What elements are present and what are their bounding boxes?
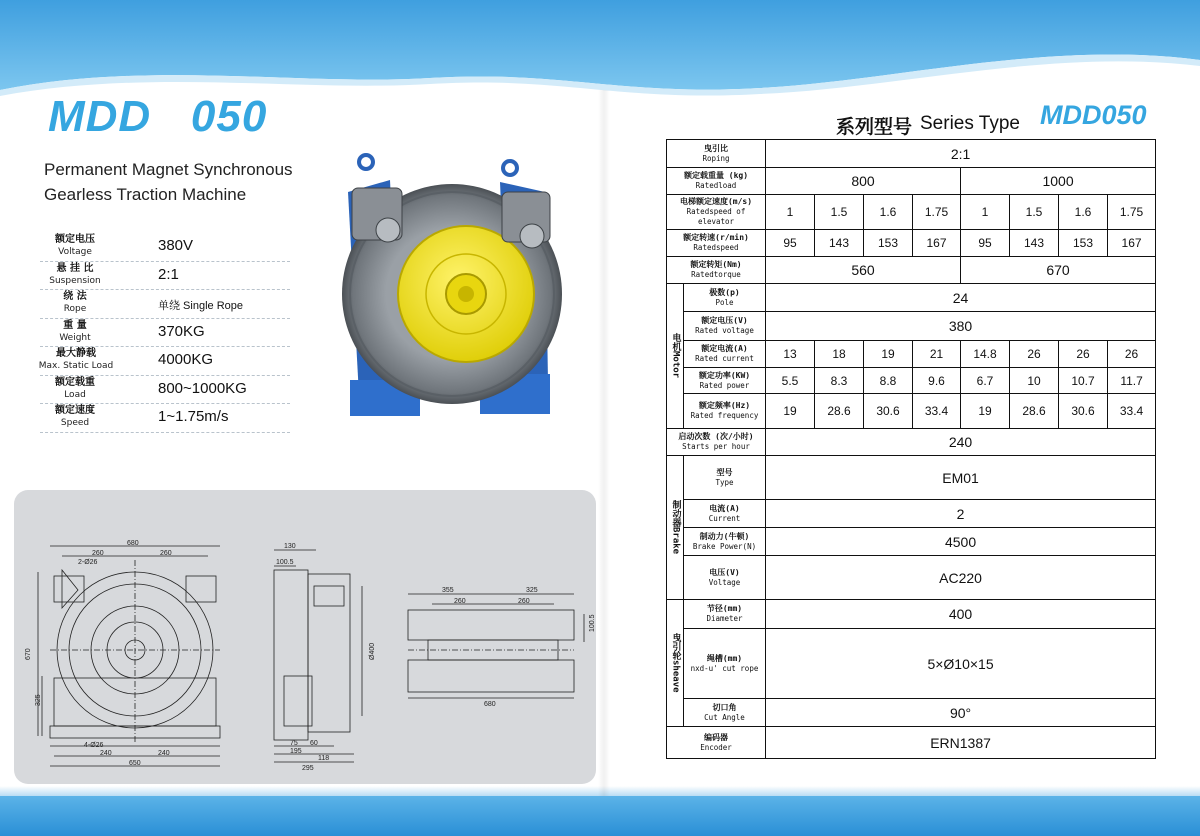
label-cell (684, 284, 766, 312)
spec-value: 2:1 (158, 265, 179, 283)
spec-label-en: Max. Static Load (38, 361, 114, 371)
row-brake-type (667, 456, 1156, 500)
dimension-drawing-panel (14, 490, 596, 784)
series-model: MDD050 (1040, 100, 1147, 130)
label-en: Roping (702, 153, 730, 163)
row-rated-speed (667, 195, 1156, 230)
spec-label-zh: 绕 法 (63, 291, 87, 302)
row-roping (667, 140, 1156, 168)
value-cell: 30.6 (1059, 394, 1108, 429)
group-sheave (667, 600, 684, 727)
value-cell: 18 (815, 341, 864, 368)
spec-label-en: Load (64, 389, 86, 400)
dim-front-holes-bottom: 4-Ø26 (84, 742, 104, 749)
value-cell: 21 (913, 341, 961, 368)
label-en: nxd-u' cut rope (690, 663, 759, 673)
value-cell: 11.7 (1108, 368, 1156, 394)
label-cell (684, 394, 766, 429)
label-en: Pole (715, 297, 734, 307)
label-cell (684, 368, 766, 394)
value-cell: 95 (961, 230, 1010, 257)
value-cell: 28.6 (815, 394, 864, 429)
row-rated-power (667, 368, 1156, 394)
label-en: Diameter (706, 614, 743, 623)
value-cell: 153 (1059, 230, 1108, 257)
spec-row-rope (40, 290, 290, 319)
value-cell: 167 (913, 230, 961, 257)
label-cell (684, 312, 766, 341)
label-zh: 额定转速(r/min) (683, 233, 749, 242)
label-en: Ratedspeed (693, 243, 739, 252)
value-cell: 1.5 (1010, 195, 1059, 230)
row-cut-angle (667, 699, 1156, 727)
label-en: Cut Angle (704, 712, 745, 722)
spec-row-suspension (40, 262, 290, 291)
value-cell: 33.4 (913, 394, 961, 429)
value-cell: 560 (766, 257, 961, 284)
value-cell: 30.6 (864, 394, 913, 429)
dim-side-195: 195 (290, 748, 302, 755)
dim-top-260a: 260 (454, 598, 466, 605)
group-label: 电机Motor (670, 333, 681, 379)
label-zh: 额定频率(Hz) (698, 401, 751, 410)
value-cell: AC220 (766, 556, 1156, 600)
value-cell: ERN1387 (766, 727, 1156, 759)
label-cell (684, 600, 766, 629)
value-cell: 5×Ø10×15 (766, 629, 1156, 699)
value-cell: 19 (961, 394, 1010, 429)
label-cell (667, 429, 766, 456)
page-fold (598, 90, 610, 796)
value-cell: 26 (1010, 341, 1059, 368)
value-cell: 2 (766, 500, 1156, 528)
series-heading-en: Series Type (920, 113, 1020, 134)
dim-top-355: 355 (442, 587, 454, 594)
front-view-drawing (25, 540, 220, 767)
value-cell: 143 (1010, 230, 1059, 257)
row-rated-torque (667, 257, 1156, 284)
value-cell: 167 (1108, 230, 1156, 257)
label-zh: 额定载重量 (kg) (683, 171, 749, 180)
value-cell: 13 (766, 341, 815, 368)
model-title: MDD 050 (48, 92, 268, 141)
value-cell: 8.8 (864, 368, 913, 394)
dim-side-100-5: 100.5 (276, 559, 294, 566)
label-cell (667, 230, 766, 257)
label-zh: 节径(mm) (706, 604, 743, 613)
dim-side-60: 60 (310, 740, 318, 747)
dim-front-325: 325 (35, 694, 42, 706)
row-pole (667, 284, 1156, 312)
value-cell: 14.8 (961, 341, 1010, 368)
group-label: 曳引轮sheave (670, 633, 681, 693)
value-cell: 8.3 (815, 368, 864, 394)
dim-side-130: 130 (284, 543, 296, 550)
label-zh: 切口角 (712, 702, 737, 712)
row-rated-frequency (667, 394, 1156, 429)
value-cell: 240 (766, 429, 1156, 456)
spec-value: 380V (158, 237, 194, 254)
label-cell (667, 257, 766, 284)
label-en: Starts per hour (682, 442, 750, 451)
traction-machine-photo (330, 152, 570, 427)
label-zh: 电压(V) (709, 567, 740, 577)
label-en: Ratedtorque (691, 270, 741, 279)
label-cell (684, 699, 766, 727)
label-cell (684, 456, 766, 500)
label-en: Current (708, 513, 741, 523)
dim-front-260a: 260 (92, 550, 104, 557)
side-view-drawing (274, 543, 376, 772)
spec-list (40, 233, 290, 433)
value-cell: 143 (815, 230, 864, 257)
series-heading-zh: 系列型号 (836, 116, 913, 138)
label-cell (684, 556, 766, 600)
spec-label-en: Suspension (49, 275, 101, 286)
value-cell: 95 (766, 230, 815, 257)
value-cell: 28.6 (1010, 394, 1059, 429)
label-cell (667, 195, 766, 230)
dim-side-400: Ø400 (369, 642, 376, 660)
value-cell: 1 (766, 195, 815, 230)
value-cell: 24 (766, 284, 1156, 312)
label-en: Rated current (695, 354, 754, 363)
value-cell: 153 (864, 230, 913, 257)
spec-label-zh: 额定电压 (55, 234, 95, 245)
label-en: Type (715, 477, 734, 487)
label-zh: 启动次数 (次/小时) (678, 432, 754, 441)
value-cell: 9.6 (913, 368, 961, 394)
dim-front-holes-top: 2-Ø26 (78, 559, 98, 566)
row-rated-voltage (667, 312, 1156, 341)
value-cell: 1000 (961, 168, 1156, 195)
spec-value: 800~1000KG (158, 379, 247, 397)
dim-top-325: 325 (526, 587, 538, 594)
value-cell: 33.4 (1108, 394, 1156, 429)
label-en: Brake Power(N) (692, 541, 757, 551)
label-zh: 曳引比 (704, 143, 728, 153)
group-label: 制动器Brake (670, 500, 681, 555)
row-starts-per-hour (667, 429, 1156, 456)
value-cell: 1 (961, 195, 1010, 230)
value-cell: 380 (766, 312, 1156, 341)
group-brake (667, 456, 684, 600)
spec-label-zh: 额定载重 (55, 376, 95, 388)
row-brake-power (667, 528, 1156, 556)
value-cell: 26 (1059, 341, 1108, 368)
spec-label-zh: 重 量 (63, 319, 87, 331)
dim-front-240b: 240 (158, 750, 170, 757)
value-cell: 10 (1010, 368, 1059, 394)
label-en: Rated voltage (695, 326, 754, 335)
row-diameter (667, 600, 1156, 629)
row-rated-current (667, 341, 1156, 368)
label-cell (684, 500, 766, 528)
label-cell (667, 168, 766, 195)
label-zh: 极数(p) (709, 287, 740, 297)
label-cell (667, 140, 766, 168)
spec-value: 1~1.75m/s (158, 408, 229, 425)
label-en: Ratedspeed of elevator (686, 207, 746, 226)
label-zh: 额定功率(KW) (698, 370, 751, 380)
group-motor (667, 284, 684, 429)
spec-value: 370KG (158, 322, 205, 340)
row-encoder (667, 727, 1156, 759)
value-cell: 1.75 (1108, 195, 1156, 230)
spec-row-speed (40, 404, 290, 433)
label-en: Encoder (700, 742, 732, 752)
value-cell: 800 (766, 168, 961, 195)
dim-side-75: 75 (290, 740, 298, 747)
subtitle-line-2: Gearless Traction Machine (44, 185, 247, 204)
dim-front-670: 670 (25, 648, 32, 660)
spec-value: 单绕 Single Rope (158, 300, 243, 312)
dim-top-260b: 260 (518, 598, 530, 605)
spec-value: 4000KG (158, 351, 214, 368)
label-cell (667, 727, 766, 759)
value-cell: 6.7 (961, 368, 1010, 394)
value-cell: 90° (766, 699, 1156, 727)
row-rated-rpm (667, 230, 1156, 257)
value-cell: 19 (864, 341, 913, 368)
spec-label-en: Rope (63, 304, 87, 314)
value-cell: 1.6 (1059, 195, 1108, 230)
label-cell (684, 629, 766, 699)
value-cell: 1.5 (815, 195, 864, 230)
spec-label-en: Voltage (58, 247, 92, 257)
spec-row-weight (40, 319, 290, 348)
spec-label-zh: 悬 挂 比 (56, 262, 94, 274)
spec-label-en: Speed (60, 418, 90, 428)
label-en: Ratedload (695, 181, 737, 190)
value-cell: 5.5 (766, 368, 815, 394)
value-cell: 2:1 (766, 140, 1156, 168)
value-cell: 670 (961, 257, 1156, 284)
dim-front-260b: 260 (160, 550, 172, 557)
dim-side-118: 118 (318, 755, 330, 762)
spec-row-voltage (40, 233, 290, 262)
spec-label-zh: 最大静载 (56, 348, 96, 359)
subtitle-line-1: Permanent Magnet Synchronous (44, 160, 293, 179)
dim-top-100-5: 100.5 (589, 614, 596, 632)
row-rope-groove (667, 629, 1156, 699)
label-zh: 绳槽(mm) (706, 653, 743, 663)
spec-table (666, 139, 1156, 759)
label-zh: 电流(A) (709, 503, 740, 513)
label-en: Rated frequency (690, 411, 759, 420)
value-cell: 26 (1108, 341, 1156, 368)
spec-row-max-static-load (40, 347, 290, 376)
label-zh: 额定电流(A) (701, 344, 748, 353)
row-brake-voltage (667, 556, 1156, 600)
label-cell (684, 341, 766, 368)
bottom-band (0, 796, 1200, 836)
value-cell: 1.6 (864, 195, 913, 230)
label-zh: 制动力(牛顿) (699, 531, 750, 541)
label-cell (684, 528, 766, 556)
label-zh: 电梯额定速度(m/s) (679, 197, 753, 206)
dim-front-650: 650 (129, 760, 141, 767)
label-zh: 编码器 (704, 732, 728, 742)
value-cell: EM01 (766, 456, 1156, 500)
value-cell: 400 (766, 600, 1156, 629)
row-brake-current (667, 500, 1156, 528)
dim-side-295: 295 (302, 765, 314, 772)
label-zh: 额定电压(V) (701, 316, 748, 325)
top-view-drawing (408, 587, 596, 708)
spec-label-zh: 额定速度 (55, 405, 95, 416)
value-cell: 4500 (766, 528, 1156, 556)
spec-row-load (40, 376, 290, 405)
dim-front-240a: 240 (100, 750, 112, 757)
label-en: Rated power (699, 380, 750, 390)
row-rated-load (667, 168, 1156, 195)
label-zh: 额定转矩(Nm) (690, 260, 742, 269)
dim-front-680: 680 (127, 540, 139, 547)
value-cell: 10.7 (1059, 368, 1108, 394)
dim-top-680: 680 (484, 701, 496, 708)
label-zh: 型号 (716, 467, 733, 477)
label-en: Voltage (708, 577, 741, 587)
spec-label-en: Weight (59, 332, 91, 343)
value-cell: 19 (766, 394, 815, 429)
value-cell: 1.75 (913, 195, 961, 230)
